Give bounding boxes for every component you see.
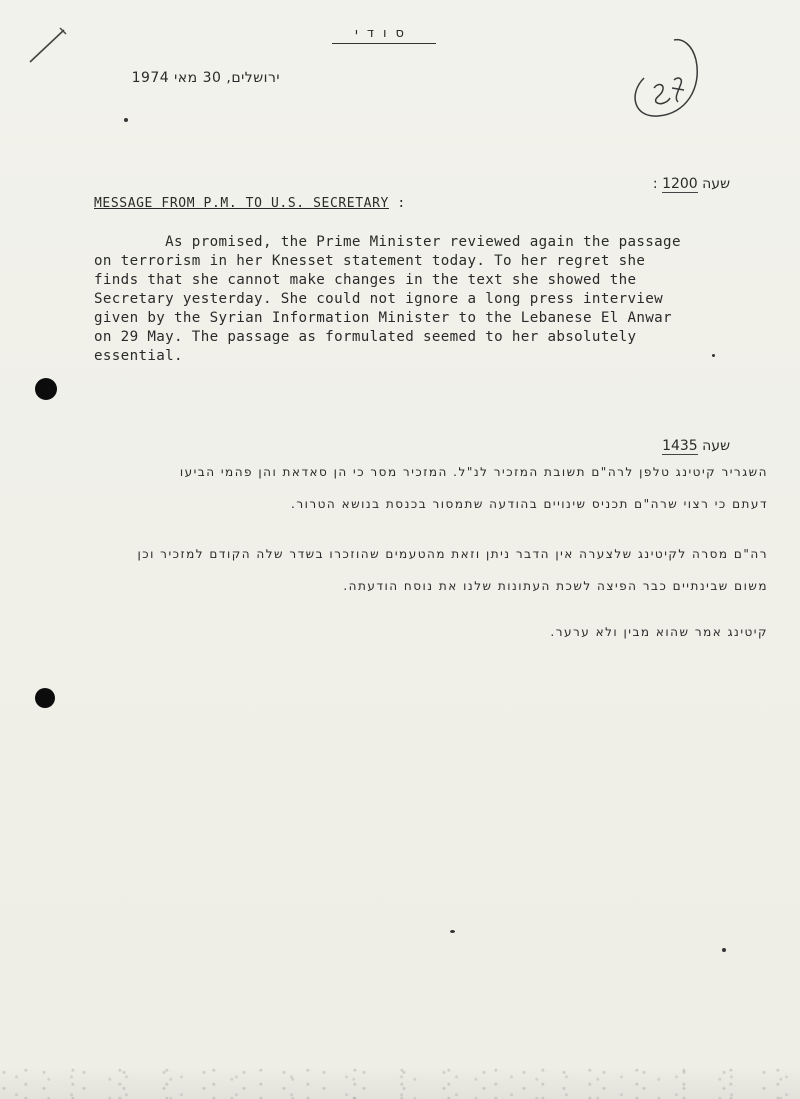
hebrew-line: רה"ם מסרה לקיטינג שלצערה אין הדבר ניתן וזאת מהטעמים שהוזכרו בשדר שלה הקודם למזכיר וכן <box>137 547 768 561</box>
hebrew-line: השגריר קיטינג טלפן לרה"ם תשובת המזכיר לנ"ל. המזכיר מסר כי הן סאדאת והן פהמי הביעו <box>179 465 768 479</box>
hebrew-line: דעתם כי רצוי שרה"ם תכניס שינויים בהודעה שתמסור בכנסת בנושא הטרור. <box>291 497 768 511</box>
hebrew-line: קיטינג אמר שהוא מבין ולא ערער. <box>550 625 768 639</box>
scan-noise-strip <box>0 1066 800 1099</box>
message-body-paragraph: As promised, the Prime Minister reviewed again the passage on terrorism in her Knesset statement today. To her regret she finds that she cannot make changes in the text she showed the Secretary yesterday. She could not ignore a long press interview given by the Syrian Information Minister to the Lebanese El Anwar on 29 May. The passage as formulated seemed to her absolutely essential. <box>94 234 681 364</box>
time-1435 <box>600 438 730 454</box>
pen-stroke-mark <box>26 26 70 66</box>
ink-speck <box>450 930 455 933</box>
punch-hole <box>35 378 57 400</box>
handwritten-page-number-stamp <box>624 32 706 122</box>
hebrew-line: משום שבינתיים כבר הפיצה לשכת העתונות שלנו את נוסח הודעתה. <box>343 579 768 593</box>
message-heading-text: MESSAGE FROM P.M. TO U.S. SECRETARY <box>94 196 389 211</box>
ink-speck <box>722 948 726 952</box>
time-value: 1200 <box>662 176 698 192</box>
time-1200 <box>600 176 730 192</box>
time-colon: : <box>652 176 658 192</box>
ink-speck <box>124 118 128 122</box>
ink-speck <box>712 354 715 357</box>
dateline: ירושלים, 30 מאי 1974 <box>131 70 280 86</box>
message-heading-colon: : <box>388 196 406 211</box>
message-heading <box>94 196 406 211</box>
time-label: שעה <box>702 176 730 192</box>
time-value: 1435 <box>662 438 698 454</box>
punch-hole <box>35 688 55 708</box>
classification-label: סודי <box>332 26 436 44</box>
time-label: שעה <box>702 438 730 454</box>
